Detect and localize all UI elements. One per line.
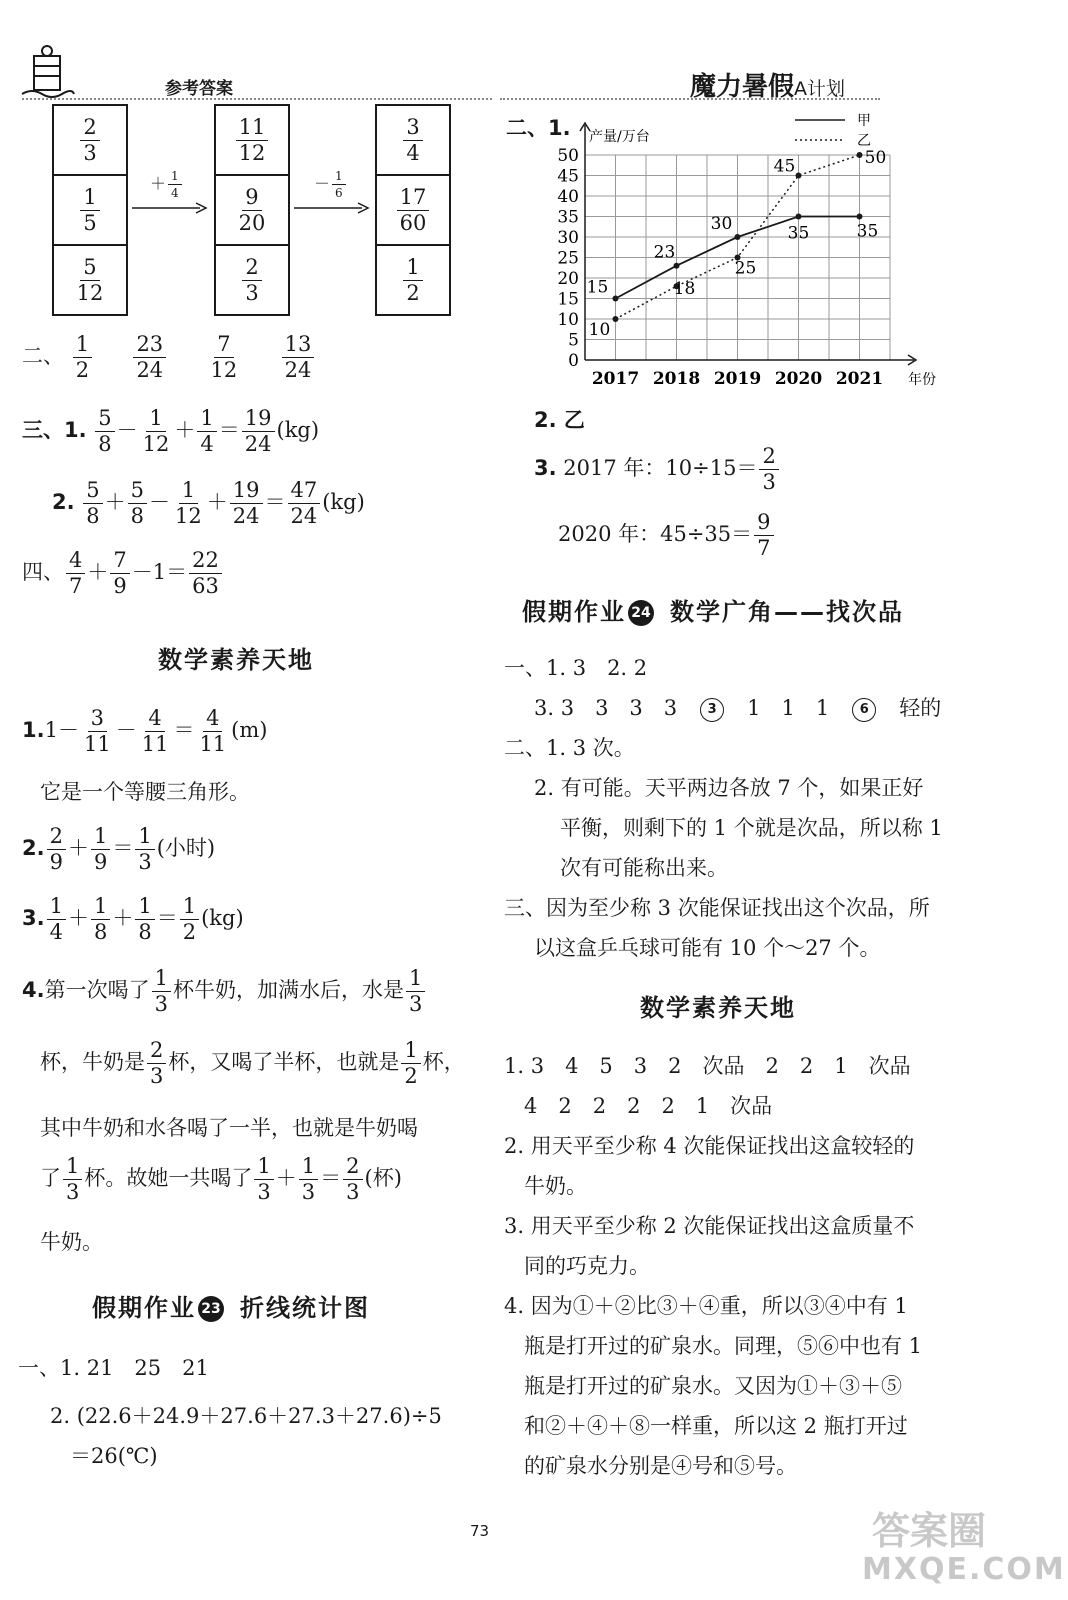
watermark-bottom: MXQE.COM [862,1552,1066,1587]
x-tick-label: 2020 [774,369,823,389]
answer-r-5: 平衡，则剩下的 1 个就是次品，所以称 1 [560,816,943,840]
answer-s1-4-line5: 牛奶。 [40,1230,103,1254]
answer-q3-1: 三、1. $\frac{5}{8}$ － $\frac{1}{12}$ ＋ $\frac{1}{4}$ ＝ $\frac{19}{24}$ (kg) [22,406,320,456]
brand-suffix: A计划 [794,78,846,100]
answer-r-q2-2: 2. 乙 [534,408,585,432]
arrow-icon [294,200,370,219]
answer-s2-1: 1. 3 4 5 3 2 次品 2 2 1 次品 [504,1054,911,1078]
answer-s1-4-line1: 4.第一次喝了 $\frac{1}{3}$ 杯牛奶，加满水后，水是 $\frac{1}{3}$ [22,968,427,1015]
data-point [796,214,802,220]
y-tick-label: 15 [557,289,579,310]
data-point [735,234,741,240]
header-dots-left [22,98,492,100]
box-cell: $\frac{2}{3}$ [54,106,126,176]
answer-s1-4-line3: 其中牛奶和水各喝了一半，也就是牛奶喝 [40,1116,418,1140]
box-cell: $\frac{1}{2}$ [377,246,449,314]
homework-23-title: 假期作业 23 折线统计图 [92,1294,370,1322]
answer-s2-4c: 瓶是打开过的矿泉水。又因为①＋③＋⑤ [524,1374,902,1398]
answer-s2-2b: 牛奶。 [524,1174,587,1198]
header-dots-right [500,98,880,100]
homework-number-badge: 24 [628,600,654,626]
y-tick-label: 10 [557,310,579,330]
box-cell: $\frac{17}{60}$ [377,176,449,246]
y-tick-label: 0 [568,351,579,371]
data-label: 45 [773,156,796,177]
y-tick-label: 25 [557,248,579,269]
answer-s2-3b: 同的巧克力。 [524,1254,650,1278]
x-tick-label: 2021 [835,369,884,389]
x-axis-label: 年份 [908,372,936,388]
arrow-icon [132,200,208,219]
watermark-top: 答案圈 [872,1509,987,1553]
data-point [857,152,863,158]
box-cell: $\frac{3}{4}$ [377,106,449,176]
data-point [613,296,619,302]
answer-s2-4d: 和②＋④＋⑧一样重，所以这 2 瓶打开过 [524,1414,908,1438]
answer-r-1: 一、1. 3 2. 2 [504,656,648,680]
y-axis-label: 产量/万台 [589,129,650,145]
y-tick-label: 5 [568,330,579,351]
data-label: 15 [586,277,609,298]
x-tick-label: 2019 [713,369,762,389]
answer-r-7: 三、因为至少称 3 次能保证找出这个次品，所 [504,896,930,920]
data-label: 10 [588,320,611,340]
answer-r-4: 2. 有可能。天平两边各放 7 个，如果正好 [534,776,924,800]
answer-s2-1b: 4 2 2 2 2 1 次品 [524,1094,773,1118]
answer-r-8: 以这盒乒乓球可能有 10 个～27 个。 [534,936,881,960]
data-label: 50 [864,148,887,168]
data-point [857,214,863,220]
data-label: 35 [787,223,810,244]
answer-s1-2: 2. $\frac{2}{9}$ ＋ $\frac{1}{9}$ ＝ $\frac{1}{3}$ (小时) [22,824,216,874]
answer-r-3: 二、1. 3 次。 [504,736,635,760]
answer-s2-4b: 瓶是打开过的矿泉水。同理，⑤⑥中也有 1 [524,1334,923,1358]
fraction-box-3 [375,104,451,316]
answer-hw23-2: 2. (22.6＋24.9＋27.6＋27.3＋27.6)÷5 [50,1404,442,1428]
answer-r-q2-label: 二、1. [506,116,571,140]
y-tick-label: 40 [557,187,579,207]
data-point [674,263,680,269]
answer-s2-2: 2. 用天平至少称 4 次能保证找出这盒较轻的 [504,1134,915,1158]
operation-label-2: － $\frac{1}{6}$ [314,170,348,199]
data-label: 18 [673,279,696,300]
homework-number-badge: 23 [198,1296,224,1322]
answer-q3-2: 2. $\frac{5}{8}$ ＋ $\frac{5}{8}$ － $\frac{1}{12}$ ＋ $\frac{19}{24}$ ＝ $\frac{47}{24}$ (kg) [52,478,365,528]
data-label: 23 [653,242,676,263]
answer-r-q3-b: 2020 年：45÷35＝ $\frac{9}{7}$ [558,512,776,559]
operation-label-1: ＋ $\frac{1}{4}$ [150,170,184,199]
section-title-left: 数学素养天地 [158,646,314,674]
box-cell: $\frac{9}{20}$ [216,176,288,246]
homework-24-title: 假期作业 24 数学广角——找次品 [522,598,904,626]
header-left-title: 参考答案 [165,79,233,99]
fraction-box-1 [52,104,128,316]
x-tick-label: 2017 [591,369,640,389]
data-label: 30 [710,214,733,234]
answer-s2-4: 4. 因为①＋②比③＋④重，所以③④中有 1 [504,1294,908,1318]
page-number: 73 [470,1522,490,1540]
data-label: 25 [734,258,757,279]
line-chart [545,110,936,400]
y-tick-label: 30 [557,228,579,248]
answer-hw23-3: ＝26(℃) [70,1444,158,1468]
legend-label: 甲 [857,113,871,129]
answer-q2: 二、 $\frac{1}{2}$ $\frac{23}{24}$ $\frac{7}{12}$ $\frac{13}{24}$ [22,334,316,381]
data-point [613,316,619,322]
data-point [796,173,802,179]
circled-number-icon: 3 [700,698,724,722]
answer-r-6: 次有可能称出来。 [560,856,728,880]
answer-s1-4-line4: 了 $\frac{1}{3}$ 杯。故她一共喝了 $\frac{1}{3}$ ＋ $\frac{1}{3}$ ＝ $\frac{2}{3}$ (杯) [40,1154,402,1204]
box-cell: $\frac{11}{12}$ [216,106,288,176]
answer-s1-3: 3. $\frac{1}{4}$ ＋ $\frac{1}{8}$ ＋ $\frac{1}{8}$ ＝ $\frac{1}{2}$ (kg) [22,894,244,944]
section-title-right: 数学素养天地 [640,994,796,1022]
data-label: 35 [856,221,879,242]
answer-s2-3: 3. 用天平至少称 2 次能保证找出这盒质量不 [504,1214,915,1238]
answer-s1-1: 1.1－ $\frac{3}{11}$ － $\frac{4}{11}$ ＝ $\frac{4}{11}$ (m) [22,706,268,756]
box-cell: $\frac{5}{12}$ [76,254,104,305]
brand-name: 魔力暑假 [690,72,795,102]
box-cell: $\frac{1}{5}$ [54,176,126,246]
legend-label: 乙 [857,133,871,149]
answer-s2-4e: 的矿泉水分别是④号和⑤号。 [524,1454,797,1478]
answer-s1-4-line2: 杯，牛奶是 $\frac{2}{3}$ 杯，又喝了半杯，也就是 $\frac{1}{2}$ 杯， [40,1038,465,1088]
x-tick-label: 2018 [652,369,701,389]
fraction-box-2 [214,104,290,316]
answer-q4: 四、 $\frac{4}{7}$ ＋ $\frac{7}{9}$ －1＝ $\frac{22}{63}$ [22,550,224,597]
box-cell: $\frac{2}{3}$ [216,246,288,314]
y-tick-label: 20 [557,269,579,289]
answer-s1-1-text: 它是一个等腰三角形。 [40,780,250,804]
mascot-logo [18,44,76,106]
y-tick-label: 50 [557,146,579,166]
answer-r-2: 3. 3 3 3 3 3 1 1 1 6 轻的 [534,696,942,720]
y-tick-label: 45 [557,166,579,187]
answer-hw23-1: 一、1. 21 25 21 [18,1356,209,1380]
answer-r-q3-a: 3. 2017 年：10÷15＝ $\frac{2}{3}$ [534,446,781,493]
circled-number-icon: 6 [852,698,876,722]
y-tick-label: 35 [557,207,579,228]
